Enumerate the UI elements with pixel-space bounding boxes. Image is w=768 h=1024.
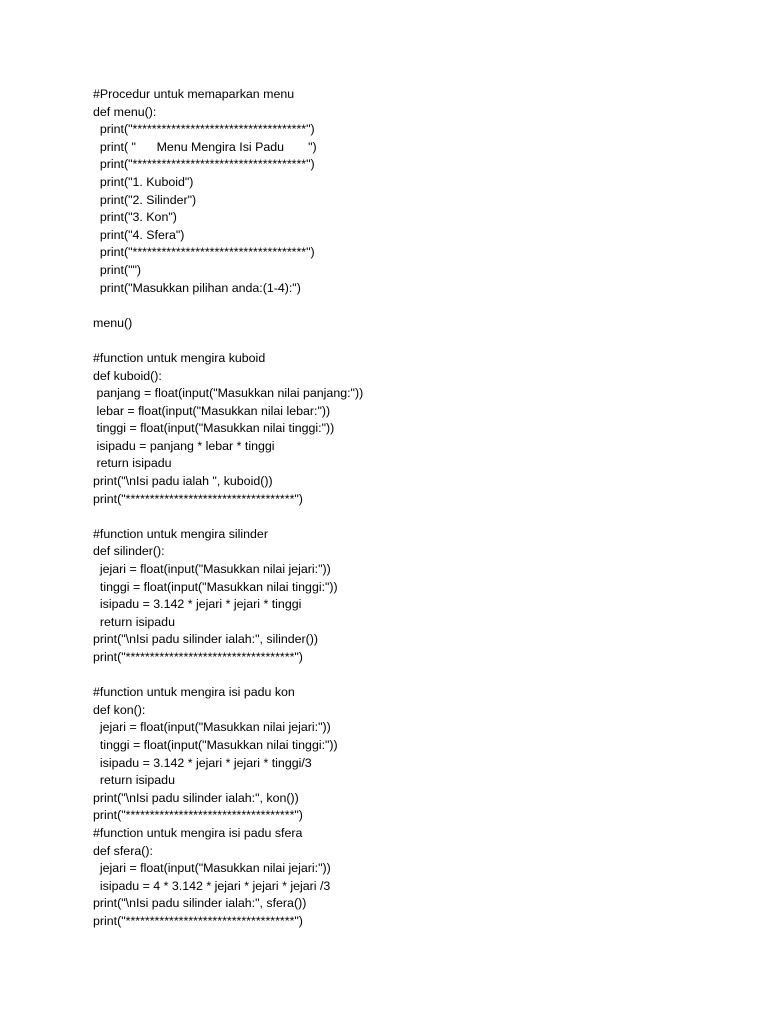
blank-line <box>93 332 733 350</box>
code-line: print("************************************") <box>93 122 315 137</box>
code-line: return isipadu <box>93 614 175 629</box>
code-line: def kuboid(): <box>93 368 162 383</box>
code-line: jejari = float(input("Masukkan nilai jejari:")) <box>93 562 331 577</box>
code-line: def kon(): <box>93 702 146 717</box>
code-line: menu() <box>93 315 133 330</box>
code-line: print("***********************************") <box>93 913 303 928</box>
code-line: #function untuk mengira silinder <box>93 526 268 541</box>
code-line: isipadu = panjang * lebar * tinggi <box>93 438 275 453</box>
code-line: isipadu = 3.142 * jejari * jejari * tinggi <box>93 597 302 612</box>
code-line: isipadu = 3.142 * jejari * jejari * tinggi/3 <box>93 755 312 770</box>
code-line: print("2. Silinder") <box>93 192 197 207</box>
code-line: lebar = float(input("Masukkan nilai lebar:")) <box>93 403 331 418</box>
code-line: def silinder(): <box>93 544 165 559</box>
code-line: panjang = float(input("Masukkan nilai panjang:")) <box>93 386 364 401</box>
code-line: tinggi = float(input("Masukkan nilai tinggi:")) <box>93 579 338 594</box>
code-line: print("4. Sfera") <box>93 227 185 242</box>
code-line: print("Masukkan pilihan anda:(1-4):") <box>93 280 301 295</box>
code-line: print("3. Kon") <box>93 210 177 225</box>
code-line: def sfera(): <box>93 843 153 858</box>
code-line: tinggi = float(input("Masukkan nilai tinggi:")) <box>93 421 335 436</box>
code-line: print("************************************") <box>93 245 315 260</box>
code-line: print("\nIsi padu silinder ialah:", kon()) <box>93 790 299 805</box>
code-line: print( " Menu Mengira Isi Padu ") <box>93 139 317 154</box>
code-line: print("************************************") <box>93 157 315 172</box>
blank-line <box>93 297 733 315</box>
code-line: def menu(): <box>93 104 157 119</box>
code-line: jejari = float(input("Masukkan nilai jejari:")) <box>93 720 331 735</box>
code-line: print("***********************************") <box>93 650 303 664</box>
code-line: isipadu = 4 * 3.142 * jejari * jejari * jejari /3 <box>93 878 331 893</box>
code-line: print("***********************************") <box>93 808 303 823</box>
code-line: print("1. Kuboid") <box>93 174 194 189</box>
code-line: tinggi = float(input("Masukkan nilai tinggi:")) <box>93 737 338 752</box>
blank-line <box>93 667 733 685</box>
code-line: #Procedur untuk memaparkan menu <box>93 87 295 101</box>
code-line: #function untuk mengira isi padu kon <box>93 685 295 700</box>
code-listing <box>93 86 733 931</box>
code-line: #function untuk mengira kuboid <box>93 350 266 365</box>
code-line: return isipadu <box>93 456 172 471</box>
code-line: jejari = float(input("Masukkan nilai jejari:")) <box>93 861 331 876</box>
code-line: print("") <box>93 262 142 277</box>
code-line: print("\nIsi padu silinder ialah:", silinder()) <box>93 632 319 647</box>
code-line: #function untuk mengira isi padu sfera <box>93 825 303 840</box>
code-line: print("\nIsi padu ialah ", kuboid()) <box>93 474 273 489</box>
code-line: print("\nIsi padu silinder ialah:", sfera()) <box>93 896 307 911</box>
code-line: print("***********************************") <box>93 491 303 506</box>
blank-line <box>93 508 733 526</box>
code-line: return isipadu <box>93 773 175 788</box>
